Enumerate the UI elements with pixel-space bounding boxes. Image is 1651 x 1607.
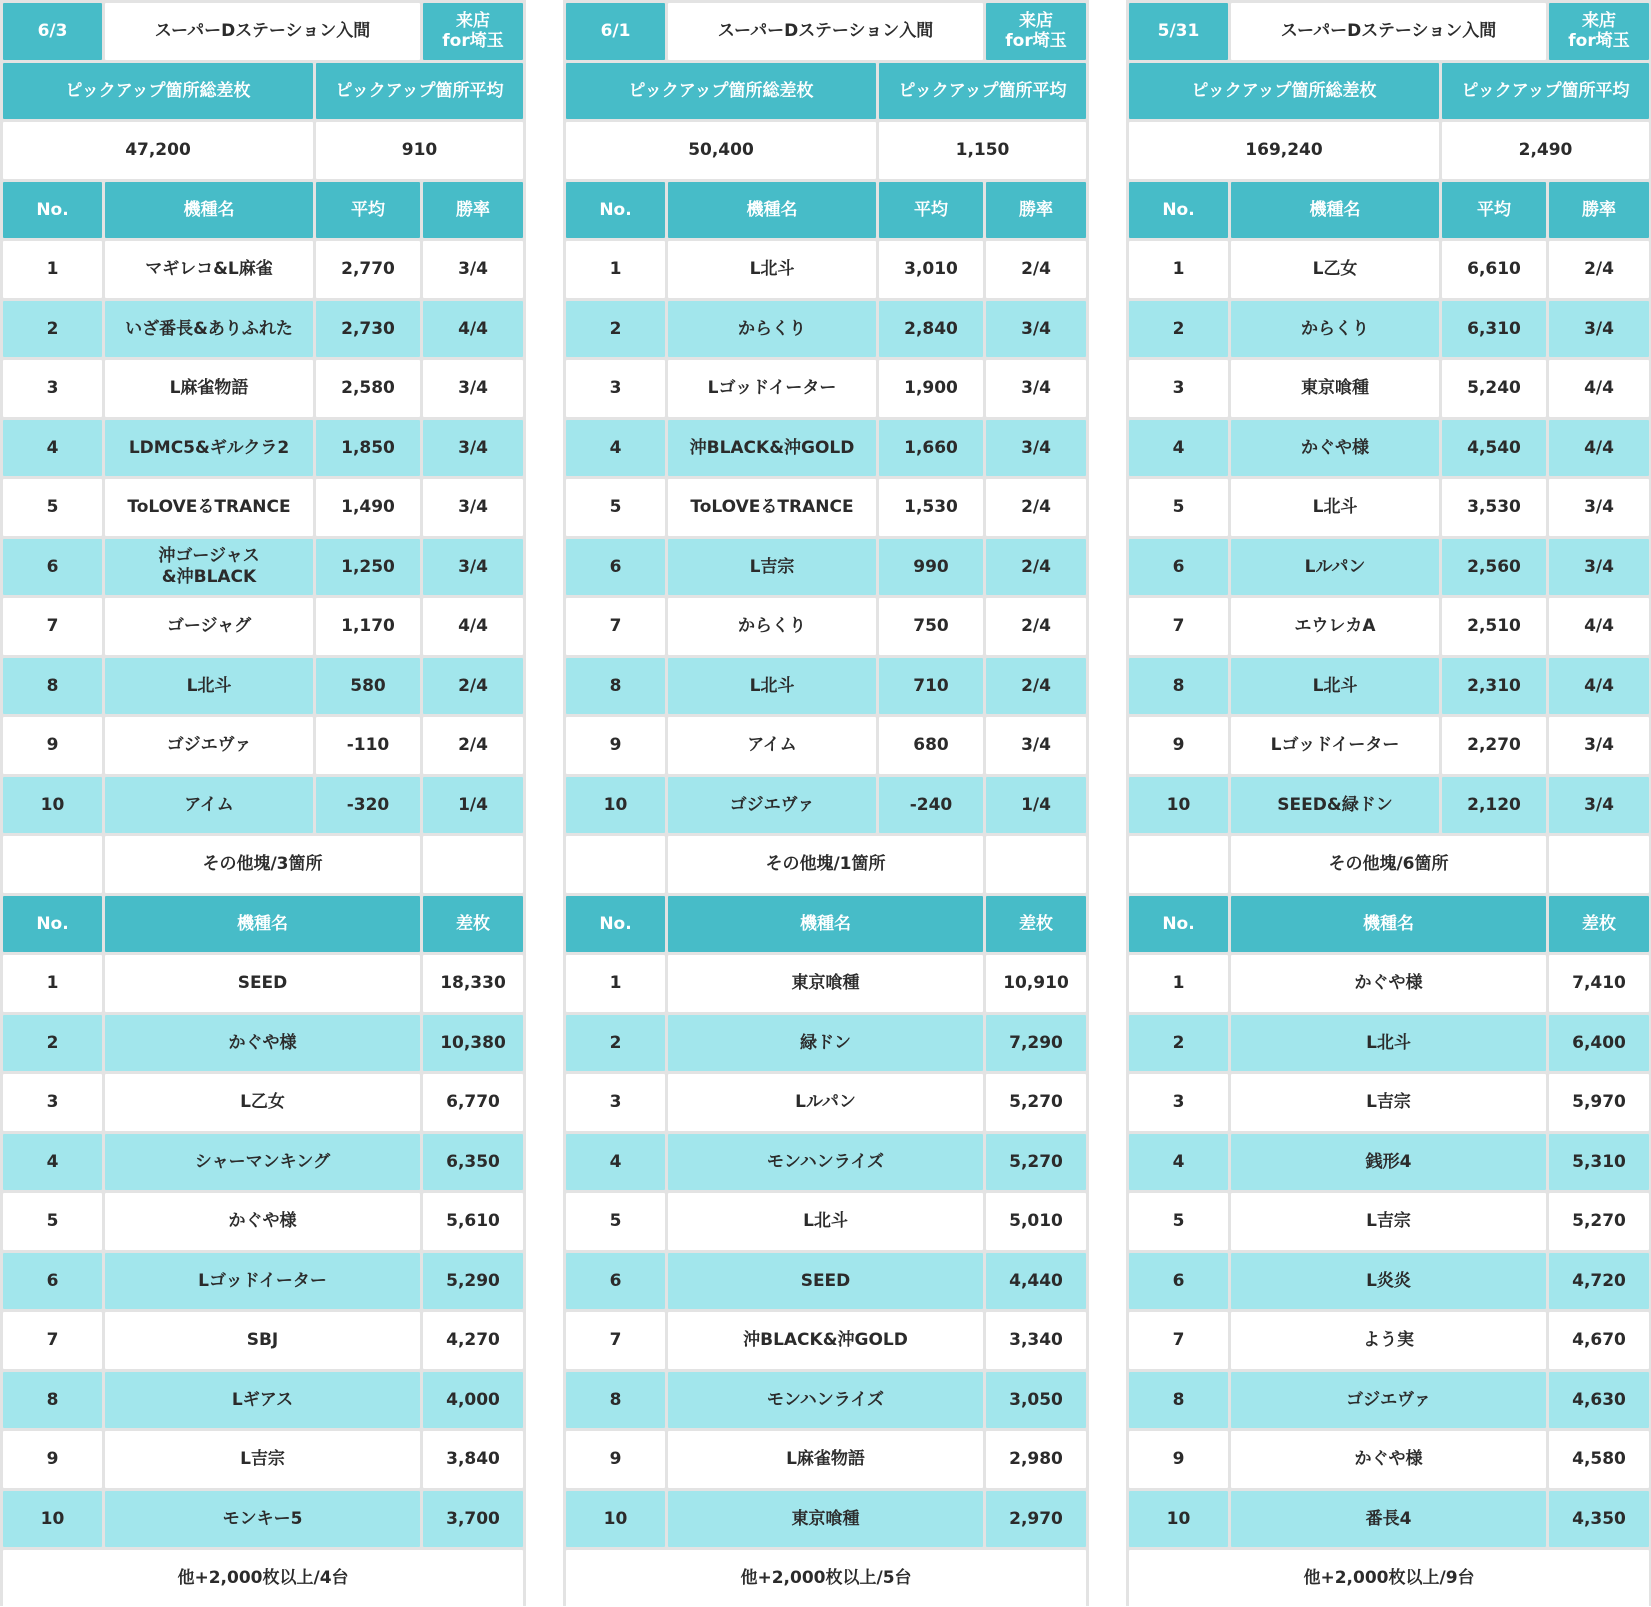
day-panel-6-3 <box>0 0 526 1606</box>
other-blocks-blank-left <box>1129 836 1228 893</box>
machine-row-diff: 2,970 <box>986 1491 1086 1548</box>
pickup-row-model: 沖BLACK&沖GOLD <box>668 420 876 477</box>
machine-row-diff: 3,340 <box>986 1312 1086 1369</box>
machine-row-no: 1 <box>3 955 102 1012</box>
pickup-row-no: 2 <box>1129 301 1228 358</box>
machine-row-diff: 5,270 <box>1549 1193 1649 1250</box>
other-blocks: その他塊/1箇所 <box>668 836 983 893</box>
other-blocks-blank-left <box>566 836 665 893</box>
pickup-row-avg: -320 <box>316 777 420 834</box>
machine-col-no: No. <box>566 896 665 953</box>
machine-row-diff: 3,050 <box>986 1372 1086 1429</box>
pickup-row-no: 6 <box>3 539 102 596</box>
other-blocks-blank-right <box>986 836 1086 893</box>
machine-row-diff: 10,910 <box>986 955 1086 1012</box>
pickup-row-win: 2/4 <box>1549 241 1649 298</box>
total-diff-header: ピックアップ箇所総差枚 <box>1129 63 1439 120</box>
machine-row-no: 5 <box>566 1193 665 1250</box>
pickup-col-win: 勝率 <box>423 182 523 239</box>
machine-row-no: 7 <box>566 1312 665 1369</box>
machine-row-no: 8 <box>1129 1372 1228 1429</box>
pickup-row-no: 5 <box>1129 479 1228 536</box>
pickup-row-no: 9 <box>566 717 665 774</box>
pickup-row-no: 7 <box>566 598 665 655</box>
pickup-row-win: 3/4 <box>986 360 1086 417</box>
machine-row-model: L麻雀物語 <box>668 1431 983 1488</box>
pickup-row-avg: 2,730 <box>316 301 420 358</box>
pickup-row-win: 3/4 <box>986 301 1086 358</box>
machine-row-diff: 4,000 <box>423 1372 523 1429</box>
pickup-row-avg: 2,510 <box>1442 598 1546 655</box>
machine-row-no: 2 <box>1129 1015 1228 1072</box>
pickup-row-model: いざ番長&ありふれた <box>105 301 313 358</box>
pickup-row-avg: 1,250 <box>316 539 420 596</box>
panel-spacer <box>1089 0 1126 1606</box>
pickup-row-no: 4 <box>3 420 102 477</box>
pickup-row-model: アイム <box>105 777 313 834</box>
machine-row-no: 6 <box>3 1253 102 1310</box>
machine-row-model: L北斗 <box>668 1193 983 1250</box>
machine-row-model: かぐや様 <box>105 1015 420 1072</box>
pickup-row-win: 3/4 <box>1549 717 1649 774</box>
pickup-row-avg: 3,530 <box>1442 479 1546 536</box>
pickup-row-avg: 2,120 <box>1442 777 1546 834</box>
pickup-row-model: Lゴッドイーター <box>1231 717 1439 774</box>
pickup-col-win: 勝率 <box>1549 182 1649 239</box>
pickup-row-win: 3/4 <box>1549 479 1649 536</box>
machine-row-diff: 7,290 <box>986 1015 1086 1072</box>
machine-row-model: L乙女 <box>105 1074 420 1131</box>
machine-row-model: SEED <box>105 955 420 1012</box>
machine-row-diff: 4,670 <box>1549 1312 1649 1369</box>
machine-row-model: ゴジエヴァ <box>1231 1372 1546 1429</box>
pickup-col-avg: 平均 <box>1442 182 1546 239</box>
pickup-row-avg: 3,010 <box>879 241 983 298</box>
machine-row-model: モンハンライズ <box>668 1134 983 1191</box>
machine-row-diff: 5,270 <box>986 1134 1086 1191</box>
pickup-row-avg: 2,840 <box>879 301 983 358</box>
pickup-row-no: 4 <box>1129 420 1228 477</box>
machine-row-model: 沖BLACK&沖GOLD <box>668 1312 983 1369</box>
pickup-col-avg: 平均 <box>316 182 420 239</box>
machine-row-diff: 5,310 <box>1549 1134 1649 1191</box>
pickup-row-model: からくり <box>668 598 876 655</box>
other-blocks-blank-right <box>1549 836 1649 893</box>
pickup-row-model: L北斗 <box>105 658 313 715</box>
machine-row-diff: 5,610 <box>423 1193 523 1250</box>
machine-row-model: かぐや様 <box>105 1193 420 1250</box>
machine-row-model: L炎炎 <box>1231 1253 1546 1310</box>
machine-row-model: L吉宗 <box>105 1431 420 1488</box>
pickup-row-model: L吉宗 <box>668 539 876 596</box>
machine-row-model: 東京喰種 <box>668 1491 983 1548</box>
machine-row-no: 4 <box>3 1134 102 1191</box>
visit-tag: 来店 for埼玉 <box>423 3 523 60</box>
pickup-row-model: Lルパン <box>1231 539 1439 596</box>
pickup-row-model: ゴジエヴァ <box>668 777 876 834</box>
machine-row-no: 10 <box>566 1491 665 1548</box>
pickup-row-model: かぐや様 <box>1231 420 1439 477</box>
average-header: ピックアップ箇所平均 <box>1442 63 1649 120</box>
machine-row-no: 3 <box>3 1074 102 1131</box>
machine-row-diff: 5,010 <box>986 1193 1086 1250</box>
other-blocks-blank-right <box>423 836 523 893</box>
machine-col-model: 機種名 <box>1231 896 1546 953</box>
pickup-row-no: 2 <box>566 301 665 358</box>
pickup-row-no: 6 <box>1129 539 1228 596</box>
machine-row-diff: 5,970 <box>1549 1074 1649 1131</box>
pickup-row-win: 2/4 <box>423 717 523 774</box>
pickup-row-model: マギレコ&L麻雀 <box>105 241 313 298</box>
machine-row-model: かぐや様 <box>1231 1431 1546 1488</box>
pickup-row-avg: 5,240 <box>1442 360 1546 417</box>
pickup-row-model: 沖ゴージャス &沖BLACK <box>105 539 313 596</box>
pickup-row-avg: -240 <box>879 777 983 834</box>
pickup-row-win: 3/4 <box>1549 777 1649 834</box>
machine-row-diff: 4,440 <box>986 1253 1086 1310</box>
pickup-col-no: No. <box>3 182 102 239</box>
pickup-row-model: からくり <box>668 301 876 358</box>
average-value: 1,150 <box>879 122 1086 179</box>
machine-row-no: 2 <box>566 1015 665 1072</box>
machine-row-no: 7 <box>1129 1312 1228 1369</box>
machine-row-diff: 7,410 <box>1549 955 1649 1012</box>
average-value: 2,490 <box>1442 122 1649 179</box>
pickup-col-win: 勝率 <box>986 182 1086 239</box>
machine-row-model: モンキー5 <box>105 1491 420 1548</box>
machine-row-diff: 6,770 <box>423 1074 523 1131</box>
pickup-row-model: L北斗 <box>1231 479 1439 536</box>
pickup-row-avg: 2,270 <box>1442 717 1546 774</box>
machine-row-diff: 4,350 <box>1549 1491 1649 1548</box>
pickup-row-avg: 6,610 <box>1442 241 1546 298</box>
average-header: ピックアップ箇所平均 <box>316 63 523 120</box>
pickup-row-avg: 1,530 <box>879 479 983 536</box>
panel-spacer <box>526 0 563 1606</box>
machine-row-no: 6 <box>566 1253 665 1310</box>
pickup-row-win: 3/4 <box>423 360 523 417</box>
pickup-row-model: L乙女 <box>1231 241 1439 298</box>
other-machines: 他+2,000枚以上/5台 <box>566 1550 1086 1607</box>
pickup-row-win: 2/4 <box>423 658 523 715</box>
machine-col-diff: 差枚 <box>1549 896 1649 953</box>
pickup-row-win: 3/4 <box>1549 301 1649 358</box>
machine-row-diff: 5,290 <box>423 1253 523 1310</box>
pickup-row-model: ToLOVEるTRANCE <box>668 479 876 536</box>
pickup-row-win: 3/4 <box>986 717 1086 774</box>
pickup-row-model: Lゴッドイーター <box>668 360 876 417</box>
pickup-row-win: 4/4 <box>1549 420 1649 477</box>
machine-row-no: 10 <box>1129 1491 1228 1548</box>
machine-row-model: Lゴッドイーター <box>105 1253 420 1310</box>
pickup-row-win: 3/4 <box>986 420 1086 477</box>
pickup-row-avg: 580 <box>316 658 420 715</box>
machine-row-model: SBJ <box>105 1312 420 1369</box>
pickup-row-win: 2/4 <box>986 539 1086 596</box>
machine-col-no: No. <box>1129 896 1228 953</box>
visit-tag: 来店 for埼玉 <box>1549 3 1649 60</box>
machine-col-diff: 差枚 <box>986 896 1086 953</box>
total-diff-header: ピックアップ箇所総差枚 <box>3 63 313 120</box>
machine-row-diff: 10,380 <box>423 1015 523 1072</box>
machine-row-diff: 4,270 <box>423 1312 523 1369</box>
pickup-row-no: 3 <box>566 360 665 417</box>
pickup-col-no: No. <box>1129 182 1228 239</box>
date-label: 6/3 <box>3 3 102 60</box>
pickup-row-model: L北斗 <box>668 658 876 715</box>
machine-col-model: 機種名 <box>105 896 420 953</box>
pickup-row-win: 2/4 <box>986 241 1086 298</box>
pickup-row-win: 4/4 <box>1549 598 1649 655</box>
machine-col-model: 機種名 <box>668 896 983 953</box>
day-panel-5-31 <box>1126 0 1651 1606</box>
pickup-row-avg: 2,580 <box>316 360 420 417</box>
machine-row-model: L吉宗 <box>1231 1193 1546 1250</box>
machine-row-model: 番長4 <box>1231 1491 1546 1548</box>
machine-row-no: 8 <box>3 1372 102 1429</box>
pickup-row-no: 3 <box>1129 360 1228 417</box>
pickup-row-win: 3/4 <box>423 479 523 536</box>
pickup-row-model: L麻雀物語 <box>105 360 313 417</box>
pickup-row-no: 1 <box>1129 241 1228 298</box>
pickup-row-model: ゴージャグ <box>105 598 313 655</box>
machine-row-no: 10 <box>3 1491 102 1548</box>
machine-row-model: SEED <box>668 1253 983 1310</box>
machine-row-no: 8 <box>566 1372 665 1429</box>
pickup-row-win: 3/4 <box>423 241 523 298</box>
machine-row-diff: 2,980 <box>986 1431 1086 1488</box>
machine-row-no: 2 <box>3 1015 102 1072</box>
pickup-row-avg: 2,770 <box>316 241 420 298</box>
other-machines: 他+2,000枚以上/4台 <box>3 1550 523 1607</box>
total-diff-value: 169,240 <box>1129 122 1439 179</box>
pickup-row-win: 2/4 <box>986 598 1086 655</box>
machine-row-model: シャーマンキング <box>105 1134 420 1191</box>
day-panel-6-1 <box>563 0 1089 1606</box>
pickup-row-model: エウレカA <box>1231 598 1439 655</box>
total-diff-header: ピックアップ箇所総差枚 <box>566 63 876 120</box>
pickup-col-model: 機種名 <box>668 182 876 239</box>
pickup-row-avg: 2,310 <box>1442 658 1546 715</box>
machine-row-no: 5 <box>1129 1193 1228 1250</box>
pickup-row-no: 1 <box>3 241 102 298</box>
pickup-row-model: L北斗 <box>668 241 876 298</box>
machine-row-model: 銭形4 <box>1231 1134 1546 1191</box>
pickup-row-no: 9 <box>1129 717 1228 774</box>
machine-row-model: Lルパン <box>668 1074 983 1131</box>
machine-row-diff: 18,330 <box>423 955 523 1012</box>
pickup-row-avg: 2,560 <box>1442 539 1546 596</box>
pickup-row-win: 4/4 <box>423 598 523 655</box>
pickup-row-avg: -110 <box>316 717 420 774</box>
machine-row-diff: 4,580 <box>1549 1431 1649 1488</box>
pickup-row-win: 2/4 <box>986 479 1086 536</box>
machine-row-diff: 3,840 <box>423 1431 523 1488</box>
pickup-col-avg: 平均 <box>879 182 983 239</box>
pickup-row-model: SEED&緑ドン <box>1231 777 1439 834</box>
pickup-row-no: 6 <box>566 539 665 596</box>
pickup-row-model: ToLOVEるTRANCE <box>105 479 313 536</box>
pickup-row-no: 10 <box>3 777 102 834</box>
machine-row-diff: 4,720 <box>1549 1253 1649 1310</box>
pickup-row-avg: 1,850 <box>316 420 420 477</box>
pickup-row-avg: 1,490 <box>316 479 420 536</box>
machine-col-no: No. <box>3 896 102 953</box>
machine-row-model: Lギアス <box>105 1372 420 1429</box>
pickup-row-no: 1 <box>566 241 665 298</box>
pickup-row-win: 1/4 <box>423 777 523 834</box>
other-blocks: その他塊/6箇所 <box>1231 836 1546 893</box>
total-diff-value: 50,400 <box>566 122 876 179</box>
machine-row-model: モンハンライズ <box>668 1372 983 1429</box>
pickup-row-no: 8 <box>1129 658 1228 715</box>
machine-row-no: 1 <box>1129 955 1228 1012</box>
pickup-row-avg: 990 <box>879 539 983 596</box>
machine-row-diff: 5,270 <box>986 1074 1086 1131</box>
pickup-row-win: 3/4 <box>1549 539 1649 596</box>
other-blocks-blank-left <box>3 836 102 893</box>
pickup-row-win: 4/4 <box>423 301 523 358</box>
machine-row-no: 4 <box>1129 1134 1228 1191</box>
pickup-col-no: No. <box>566 182 665 239</box>
pickup-row-no: 8 <box>566 658 665 715</box>
machine-row-no: 9 <box>566 1431 665 1488</box>
pickup-row-no: 3 <box>3 360 102 417</box>
pickup-row-win: 2/4 <box>986 658 1086 715</box>
store-name: スーパーDステーション入間 <box>668 3 983 60</box>
machine-row-diff: 3,700 <box>423 1491 523 1548</box>
pickup-row-model: ゴジエヴァ <box>105 717 313 774</box>
machine-row-no: 6 <box>1129 1253 1228 1310</box>
pickup-row-no: 7 <box>1129 598 1228 655</box>
other-blocks: その他塊/3箇所 <box>105 836 420 893</box>
machine-row-no: 9 <box>3 1431 102 1488</box>
machine-row-model: かぐや様 <box>1231 955 1546 1012</box>
pickup-row-model: アイム <box>668 717 876 774</box>
pickup-row-avg: 750 <box>879 598 983 655</box>
machine-row-model: 緑ドン <box>668 1015 983 1072</box>
pickup-row-no: 8 <box>3 658 102 715</box>
average-header: ピックアップ箇所平均 <box>879 63 1086 120</box>
machine-row-model: L吉宗 <box>1231 1074 1546 1131</box>
machine-row-no: 3 <box>566 1074 665 1131</box>
pickup-row-avg: 6,310 <box>1442 301 1546 358</box>
pickup-row-model: からくり <box>1231 301 1439 358</box>
pickup-row-no: 2 <box>3 301 102 358</box>
pickup-row-model: L北斗 <box>1231 658 1439 715</box>
pickup-row-no: 5 <box>566 479 665 536</box>
machine-row-diff: 6,350 <box>423 1134 523 1191</box>
store-name: スーパーDステーション入間 <box>1231 3 1546 60</box>
machine-row-model: L北斗 <box>1231 1015 1546 1072</box>
machine-row-model: 東京喰種 <box>668 955 983 1012</box>
other-machines: 他+2,000枚以上/9台 <box>1129 1550 1649 1607</box>
pickup-row-no: 7 <box>3 598 102 655</box>
pickup-row-avg: 4,540 <box>1442 420 1546 477</box>
machine-row-no: 3 <box>1129 1074 1228 1131</box>
pickup-row-model: LDMC5&ギルクラ2 <box>105 420 313 477</box>
machine-row-no: 5 <box>3 1193 102 1250</box>
date-label: 6/1 <box>566 3 665 60</box>
pickup-row-model: 東京喰種 <box>1231 360 1439 417</box>
pickup-row-no: 10 <box>566 777 665 834</box>
pickup-row-no: 4 <box>566 420 665 477</box>
machine-col-diff: 差枚 <box>423 896 523 953</box>
machine-row-diff: 6,400 <box>1549 1015 1649 1072</box>
pickup-row-win: 4/4 <box>1549 360 1649 417</box>
machine-row-diff: 4,630 <box>1549 1372 1649 1429</box>
pickup-row-win: 1/4 <box>986 777 1086 834</box>
pickup-row-no: 9 <box>3 717 102 774</box>
pickup-row-avg: 1,170 <box>316 598 420 655</box>
pickup-row-avg: 710 <box>879 658 983 715</box>
pickup-row-avg: 1,660 <box>879 420 983 477</box>
machine-row-no: 4 <box>566 1134 665 1191</box>
pickup-row-no: 5 <box>3 479 102 536</box>
pickup-row-avg: 680 <box>879 717 983 774</box>
total-diff-value: 47,200 <box>3 122 313 179</box>
pickup-row-win: 4/4 <box>1549 658 1649 715</box>
pickup-col-model: 機種名 <box>1231 182 1439 239</box>
machine-row-no: 7 <box>3 1312 102 1369</box>
pickup-row-no: 10 <box>1129 777 1228 834</box>
machine-row-model: よう実 <box>1231 1312 1546 1369</box>
visit-tag: 来店 for埼玉 <box>986 3 1086 60</box>
machine-row-no: 9 <box>1129 1431 1228 1488</box>
pickup-col-model: 機種名 <box>105 182 313 239</box>
date-label: 5/31 <box>1129 3 1228 60</box>
pickup-row-win: 3/4 <box>423 420 523 477</box>
store-name: スーパーDステーション入間 <box>105 3 420 60</box>
average-value: 910 <box>316 122 523 179</box>
pickup-row-win: 3/4 <box>423 539 523 596</box>
pickup-row-avg: 1,900 <box>879 360 983 417</box>
machine-row-no: 1 <box>566 955 665 1012</box>
